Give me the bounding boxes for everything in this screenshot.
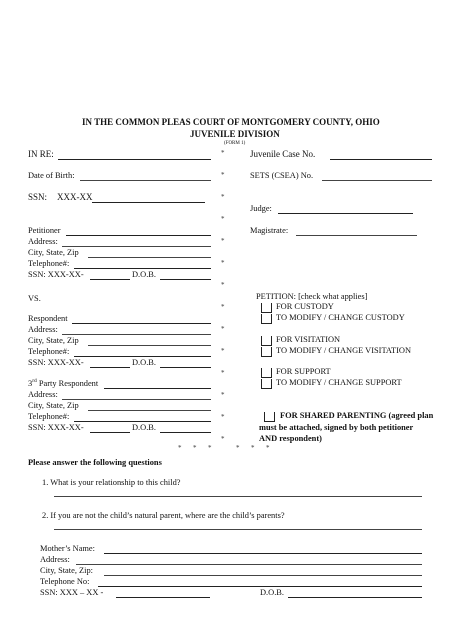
third-party-city-label: City, State, Zip [28, 401, 79, 410]
respondent-address-label: Address: [28, 325, 58, 334]
modify-custody-label: TO MODIFY / CHANGE CUSTODY [276, 313, 405, 322]
case-no-field[interactable] [330, 159, 432, 160]
petition-label: PETITION: [check what applies] [256, 292, 368, 301]
petitioner-address-field[interactable] [62, 246, 211, 247]
mother-name-label: Mother’s Name: [40, 544, 95, 553]
division-title: JUVENILE DIVISION [190, 129, 280, 139]
petitioner-field[interactable] [66, 235, 211, 236]
for-support-label: FOR SUPPORT [276, 367, 331, 376]
modify-visitation-checkbox[interactable] [261, 347, 272, 357]
in-re-field[interactable] [58, 159, 211, 160]
petitioner-dob-field[interactable] [160, 279, 211, 280]
petitioner-ssn-field[interactable] [90, 279, 130, 280]
for-custody-label: FOR CUSTODY [276, 302, 334, 311]
asterisk-row: * [236, 444, 240, 452]
petitioner-city-field[interactable] [88, 257, 211, 258]
modify-support-label: TO MODIFY / CHANGE SUPPORT [276, 378, 402, 387]
dob-label: Date of Birth: [28, 171, 75, 180]
respondent-field[interactable] [72, 323, 211, 324]
asterisk-divider: * [221, 413, 225, 421]
petitioner-telephone-field[interactable] [74, 268, 211, 269]
shared-parenting-note-1: must be attached, signed by both petitioner [259, 423, 414, 432]
question-1: 1. What is your relationship to this child? [42, 478, 181, 487]
third-party-label: 3rd Party Respondent [28, 378, 99, 388]
petitioner-city-label: City, State, Zip [28, 248, 79, 257]
asterisk-divider: * [221, 325, 225, 333]
respondent-ssn-field[interactable] [90, 367, 130, 368]
support-checkbox[interactable] [261, 368, 272, 378]
asterisk-divider: * [221, 171, 225, 179]
magistrate-field[interactable] [296, 235, 417, 236]
mother-ssn-field[interactable] [116, 597, 210, 598]
asterisk-row: * [193, 444, 197, 452]
mother-name-field[interactable] [104, 553, 422, 554]
asterisk-divider: * [221, 149, 225, 157]
magistrate-label: Magistrate: [250, 226, 289, 235]
asterisk-divider: * [221, 281, 225, 289]
question-1-answer[interactable] [54, 496, 422, 497]
case-no-label: Juvenile Case No. [250, 149, 316, 159]
mother-ssn-label: SSN: XXX – XX - [40, 588, 104, 597]
asterisk-divider: * [221, 369, 225, 377]
visitation-checkbox[interactable] [261, 336, 272, 346]
asterisk-row: * [178, 444, 182, 452]
third-party-telephone-label: Telephone#: [28, 412, 70, 421]
question-2-answer[interactable] [54, 529, 422, 530]
third-party-dob-label: D.O.B. [132, 423, 156, 432]
judge-field[interactable] [278, 213, 413, 214]
sets-field[interactable] [322, 180, 432, 181]
third-party-ssn-label: SSN: XXX-XX- [28, 423, 84, 432]
third-party-dob-field[interactable] [160, 432, 211, 433]
asterisk-divider: * [221, 193, 225, 201]
third-party-address-field[interactable] [62, 399, 211, 400]
petitioner-address-label: Address: [28, 237, 58, 246]
questions-heading: Please answer the following questions [28, 458, 162, 467]
shared-parenting-label: FOR SHARED PARENTING (agreed plan [280, 411, 434, 420]
respondent-label: Respondent [28, 314, 68, 323]
custody-checkbox[interactable] [261, 303, 272, 313]
court-title: IN THE COMMON PLEAS COURT OF MONTGOMERY COUNTY, OHIO [82, 117, 380, 127]
asterisk-row: * [251, 444, 255, 452]
in-re-label: IN RE: [28, 149, 54, 159]
ssn-label: SSN: [28, 192, 48, 202]
respondent-ssn-label: SSN: XXX-XX- [28, 358, 84, 367]
petitioner-ssn-label: SSN: XXX-XX- [28, 270, 84, 279]
shared-parenting-note-2: AND respondent) [259, 434, 322, 443]
asterisk-divider: * [221, 303, 225, 311]
for-visitation-label: FOR VISITATION [276, 335, 341, 344]
modify-support-checkbox[interactable] [261, 379, 272, 389]
asterisk-row: * [208, 444, 212, 452]
mother-city-label: City, State, Zip: [40, 566, 93, 575]
ssn-prefix: XXX-XX [57, 192, 93, 202]
respondent-telephone-label: Telephone#: [28, 347, 70, 356]
asterisk-divider: * [221, 391, 225, 399]
modify-visitation-label: TO MODIFY / CHANGE VISITATION [276, 346, 412, 355]
third-party-telephone-field[interactable] [74, 421, 211, 422]
respondent-dob-field[interactable] [160, 367, 211, 368]
respondent-dob-label: D.O.B. [132, 358, 156, 367]
petitioner-dob-label: D.O.B. [132, 270, 156, 279]
respondent-address-field[interactable] [62, 334, 211, 335]
judge-label: Judge: [250, 204, 272, 213]
asterisk-divider: * [221, 435, 225, 443]
vs-label: VS. [28, 294, 41, 303]
modify-custody-checkbox[interactable] [261, 314, 272, 324]
petitioner-telephone-label: Telephone#: [28, 259, 70, 268]
asterisk-row: * [266, 444, 270, 452]
mother-dob-field[interactable] [288, 597, 422, 598]
asterisk-divider: * [221, 347, 225, 355]
mother-telephone-label: Telephone No: [40, 577, 90, 586]
ssn-field[interactable] [92, 202, 205, 203]
third-party-ssn-field[interactable] [90, 432, 130, 433]
third-party-city-field[interactable] [88, 410, 211, 411]
mother-address-label: Address: [40, 555, 70, 564]
mother-address-field[interactable] [76, 564, 422, 565]
mother-dob-label: D.O.B. [260, 588, 284, 597]
mother-city-field[interactable] [104, 575, 422, 576]
question-2: 2. If you are not the child’s natural parent, where are the child’s parents? [42, 511, 285, 520]
third-party-field[interactable] [104, 388, 211, 389]
shared-parenting-checkbox[interactable] [264, 412, 275, 422]
asterisk-divider: * [221, 237, 225, 245]
respondent-telephone-field[interactable] [74, 356, 211, 357]
asterisk-divider: * [221, 215, 225, 223]
mother-telephone-field[interactable] [98, 586, 422, 587]
respondent-city-label: City, State, Zip [28, 336, 79, 345]
sets-label: SETS (CSEA) No. [250, 171, 314, 180]
respondent-city-field[interactable] [88, 345, 211, 346]
form-note: (FORM 1) [224, 141, 246, 146]
third-party-address-label: Address: [28, 390, 58, 399]
petitioner-label: Petitioner [28, 226, 61, 235]
dob-field[interactable] [80, 180, 211, 181]
asterisk-divider: * [221, 259, 225, 267]
